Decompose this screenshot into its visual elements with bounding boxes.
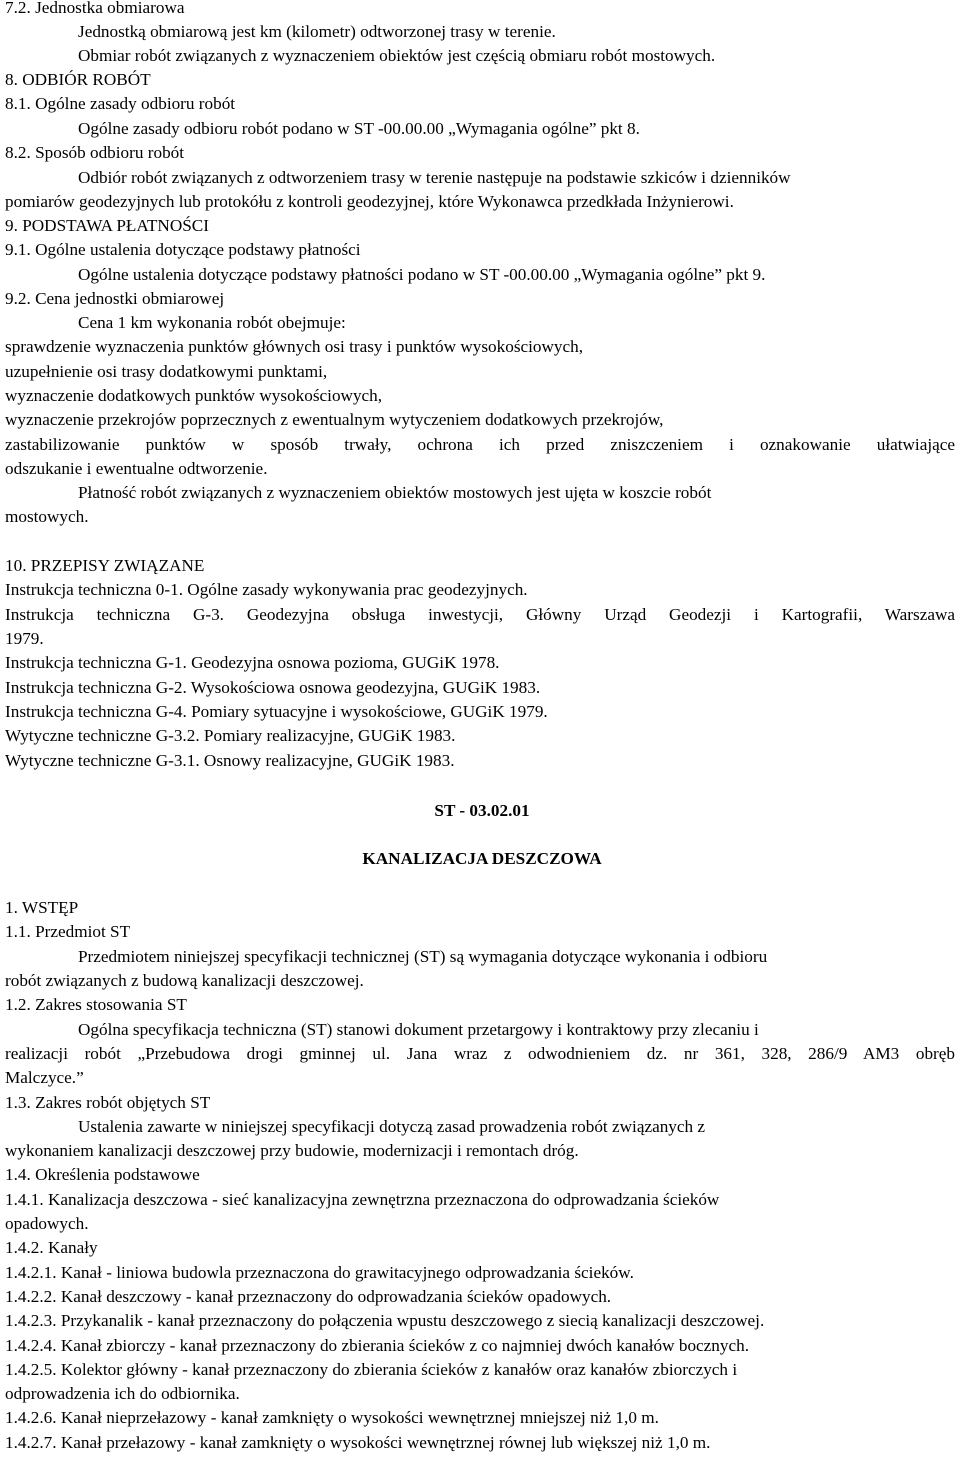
paragraph-line: Przedmiotem niniejszej specyfikacji technicznej (ST) są wymagania dotyczące wykonania i odbioru (78, 947, 768, 966)
definition-item: odprowadzenia ich do odbiornika. (5, 1384, 240, 1403)
definition-item: 1.4.2.2. Kanał deszczowy - kanał przeznaczony do odprowadzania ścieków opadowych. (5, 1287, 612, 1306)
section-heading: 1. WSTĘP (5, 898, 79, 917)
reference-item: Instrukcja techniczna 0-1. Ogólne zasady wykonywania prac geodezyjnych. (5, 580, 528, 599)
section-heading: 8. ODBIÓR ROBÓT (5, 70, 151, 89)
paragraph-line: Odbiór robót związanych z odtworzeniem trasy w terenie następuje na podstawie szkiców i dzienników (78, 168, 791, 187)
paragraph-line: Malczyce.” (5, 1068, 84, 1087)
definition-item: 1.4.2. Kanały (5, 1238, 98, 1257)
list-item: wyznaczenie przekrojów poprzecznych z ewentualnym wytyczeniem dodatkowych przekrojów, (5, 410, 664, 429)
section-heading: 8.2. Sposób odbioru robót (5, 143, 185, 162)
paragraph-line: realizacji robót „Przebudowa drogi gminnej ul. Jana wraz z odwodnieniem dz. nr 361, 328, 286/9 AM3 obręb (5, 1044, 955, 1063)
paragraph-line: Ogólne ustalenia dotyczące podstawy płatności podano w ST -00.00.00 „Wymagania ogólne” pkt 9. (78, 265, 766, 284)
list-item: uzupełnienie osi trasy dodatkowymi punktami, (5, 362, 328, 381)
section-heading: 1.4. Określenia podstawowe (5, 1165, 200, 1184)
section-heading: 1.1. Przedmiot ST (5, 922, 131, 941)
section-heading: 10. PRZEPISY ZWIĄZANE (5, 556, 205, 575)
paragraph-line: robót związanych z budową kanalizacji deszczowej. (5, 971, 364, 990)
definition-item: 1.4.1. Kanalizacja deszczowa - sieć kanalizacyjna zewnętrzna przeznaczona do odprowadzania ścieków (5, 1190, 720, 1209)
reference-item: Instrukcja techniczna G-2. Wysokościowa osnowa geodezyjna, GUGiK 1983. (5, 678, 541, 697)
reference-item: 1979. (5, 629, 44, 648)
reference-item: Wytyczne techniczne G-3.2. Pomiary realizacyjne, GUGiK 1983. (5, 726, 456, 745)
section-heading: 9.1. Ogólne ustalenia dotyczące podstawy płatności (5, 240, 361, 259)
paragraph-line: Ogólna specyfikacja techniczna (ST) stanowi dokument przetargowy i kontraktowy przy zlecaniu i (78, 1020, 759, 1039)
section-heading: 1.2. Zakres stosowania ST (5, 995, 187, 1014)
section-heading: 9.2. Cena jednostki obmiarowej (5, 289, 225, 308)
paragraph-line: pomiarów geodezyjnych lub protokółu z kontroli geodezyjnej, które Wykonawca przedkłada Inżynierowi. (5, 192, 734, 211)
spec-code-title: ST - 03.02.01 (434, 801, 530, 820)
paragraph-line: Ustalenia zawarte w niniejszej specyfikacji dotyczą zasad prowadzenia robót związanych z (78, 1117, 706, 1136)
paragraph-line: Obmiar robót związanych z wyznaczeniem obiektów jest częścią obmiaru robót mostowych. (78, 46, 716, 65)
definition-item: 1.4.2.6. Kanał nieprzełazowy - kanał zamknięty o wysokości wewnętrznej mniejszej niż 1,0 m. (5, 1408, 659, 1427)
definition-item: 1.4.2.3. Przykanalik - kanał przeznaczony do połączenia wpustu deszczowego z siecią kanalizacji deszczowej. (5, 1311, 765, 1330)
spec-name-title: KANALIZACJA DESZCZOWA (362, 849, 602, 868)
section-heading: 7.2. Jednostka obmiarowa (5, 0, 185, 17)
definition-item: opadowych. (5, 1214, 89, 1233)
paragraph-line: Jednostką obmiarową jest km (kilometr) odtworzonej trasy w terenie. (78, 22, 556, 41)
section-heading: 1.3. Zakres robót objętych ST (5, 1093, 211, 1112)
reference-item: Instrukcja techniczna G-1. Geodezyjna osnowa pozioma, GUGiK 1978. (5, 653, 500, 672)
paragraph-line: Cena 1 km wykonania robót obejmuje: (78, 313, 346, 332)
reference-item: Instrukcja techniczna G-3. Geodezyjna obsługa inwestycji, Główny Urząd Geodezji i Kartografii, Warszawa (5, 605, 955, 624)
list-item: sprawdzenie wyznaczenia punktów głównych osi trasy i punktów wysokościowych, (5, 337, 584, 356)
section-heading: 9. PODSTAWA PŁATNOŚCI (5, 216, 209, 235)
paragraph-line: Ogólne zasady odbioru robót podano w ST -00.00.00 „Wymagania ogólne” pkt 8. (78, 119, 640, 138)
paragraph-line: wykonaniem kanalizacji deszczowej przy budowie, modernizacji i remontach dróg. (5, 1141, 579, 1160)
definition-item: 1.4.2.1. Kanał - liniowa budowla przeznaczona do grawitacyjnego odprowadzania ścieków. (5, 1263, 634, 1282)
list-item: odszukanie i ewentualne odtworzenie. (5, 459, 268, 478)
reference-item: Instrukcja techniczna G-4. Pomiary sytuacyjne i wysokościowe, GUGiK 1979. (5, 702, 548, 721)
section-heading: 8.1. Ogólne zasady odbioru robót (5, 94, 236, 113)
definition-item: 1.4.2.4. Kanał zbiorczy - kanał przeznaczony do zbierania ścieków z co najmniej dwóch kanałów bocznych. (5, 1336, 750, 1355)
paragraph-line: Płatność robót związanych z wyznaczeniem obiektów mostowych jest ujęta w koszcie robót (78, 483, 712, 502)
definition-item: 1.4.2.7. Kanał przełazowy - kanał zamknięty o wysokości wewnętrznej równej lub większej niż 1,0 m. (5, 1433, 711, 1452)
list-item: wyznaczenie dodatkowych punktów wysokościowych, (5, 386, 383, 405)
reference-item: Wytyczne techniczne G-3.1. Osnowy realizacyjne, GUGiK 1983. (5, 751, 455, 770)
list-item: zastabilizowanie punktów w sposób trwały, ochrona ich przed zniszczeniem i oznakowanie ułatwiające (5, 435, 955, 454)
definition-item: 1.4.2.5. Kolektor główny - kanał przeznaczony do zbierania ścieków z kanałów oraz kanałów zbiorczych i (5, 1360, 738, 1379)
paragraph-line: mostowych. (5, 507, 89, 526)
